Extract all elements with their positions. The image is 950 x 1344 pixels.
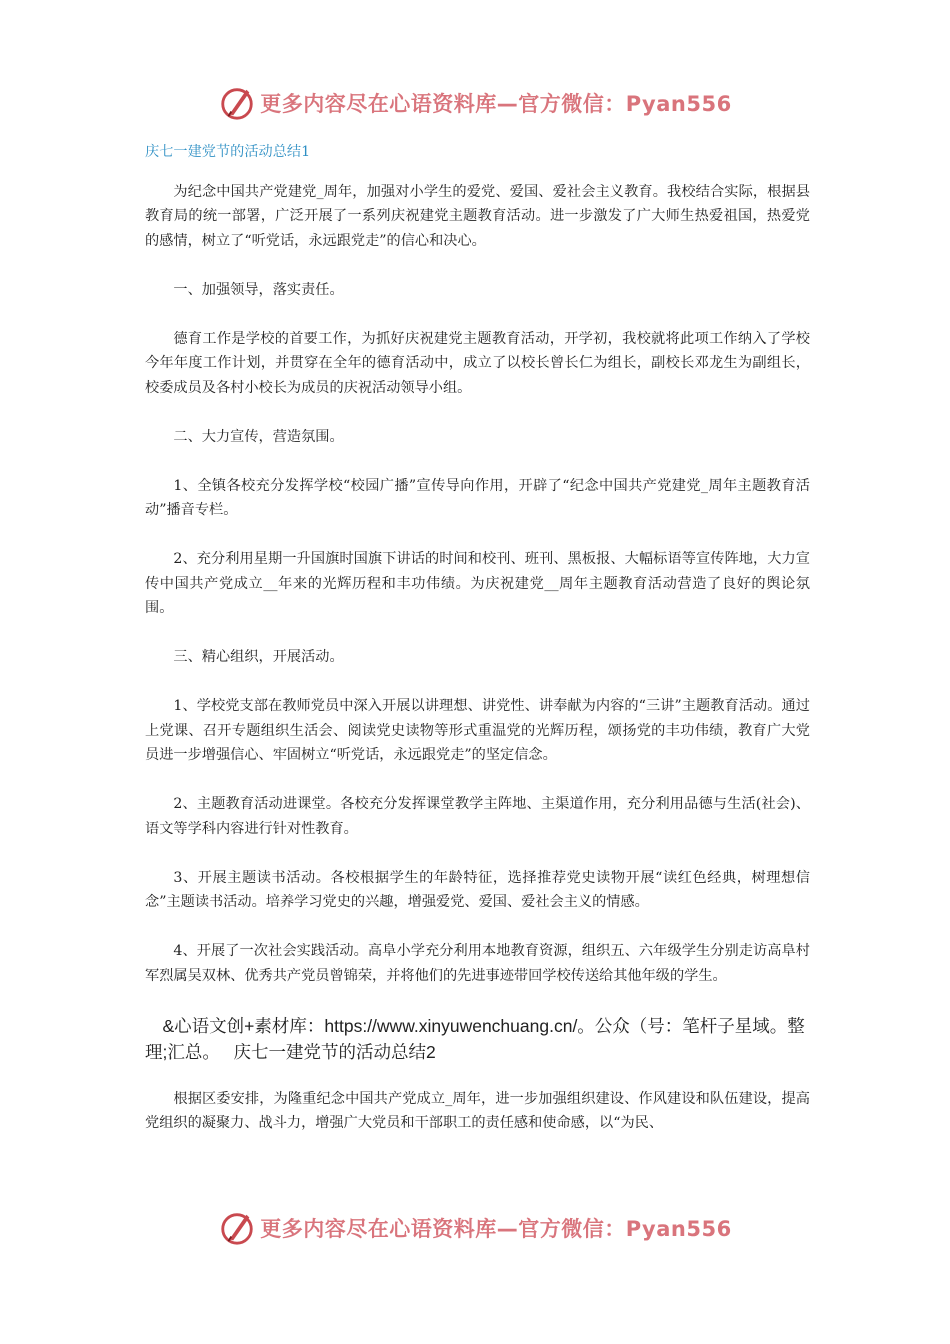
paragraph: 2、充分利用星期一升国旗时国旗下讲话的时间和校刊、班刊、黑板报、大幅标语等宣传阵地，大力宣传中国共产党成立__年来的光辉历程和丰功伟绩。为庆祝建党__周年主题教育活动营造了良好的舆论氛围。 (145, 551, 810, 616)
paragraph: 根据区委安排，为隆重纪念中国共产党成立_周年，进一步加强组织建设、作风建设和队伍建设，提高党组织的凝聚力、战斗力，增强广大党员和干部职工的责任感和使命感，以“为民、 (145, 1090, 810, 1131)
section-heading: 二、大力宣传，营造氛围。 (173, 428, 344, 445)
paragraph: 3、开展主题读书活动。各校根据学生的年龄特征，选择推荐党史读物开展“读红色经典，树理想信念”主题读书活动。培养学习党史的兴趣，增强爱党、爱国、爱社会主义的情感。 (145, 869, 810, 910)
section-title-1: 庆七一建党节的活动总结1 (145, 144, 311, 160)
footer-banner (0, 1208, 950, 1248)
quill-pen-icon (218, 84, 256, 122)
paragraph: 2、主题教育活动进课堂。各校充分发挥课堂教学主阵地、主渠道作用，充分利用品德与生活(社会)、语文等学科内容进行针对性教育。 (145, 796, 810, 837)
promo-line: &心语文创+素材库：https://www.xinyuwenchuang.cn/。公众（号：笔杆子星域。整理;汇总。 庆七一建党节的活动总结2 (145, 1015, 805, 1062)
paragraph: 4、开展了一次社会实践活动。高阜小学充分利用本地教育资源，组织五、六年级学生分别走访高阜村军烈属吴双林、优秀共产党员曾锦荣，并将他们的先进事迹带回学校传送给其他年级的学生。 (145, 943, 810, 984)
section-heading: 一、加强领导，落实责任。 (173, 281, 344, 298)
paragraph: 德育工作是学校的首要工作，为抓好庆祝建党主题教育活动，开学初，我校就将此项工作纳入了学校今年年度工作计划，并贯穿在全年的德育活动中，成立了以校长曾长仁为组长，副校长邓龙生为副组长，校委成员及各村小校长为成员的庆祝活动领导小组。 (145, 330, 810, 396)
section-heading: 三、精心组织，开展活动。 (173, 649, 344, 665)
quill-pen-icon (218, 1209, 256, 1247)
header-banner (0, 83, 950, 123)
banner-text: 更多内容尽在心语资料库—官方微信：Pyan556 (260, 1217, 732, 1241)
document-body (145, 140, 810, 1160)
paragraph: 为纪念中国共产党建党_周年，加强对小学生的爱党、爱国、爱社会主义教育。我校结合实际，根据县教育局的统一部署，广泛开展了一系列庆祝建党主题教育活动。进一步激发了广大师生热爱祖国，热爱党的感情，树立了“听党话，永远跟党走”的信心和决心。 (145, 183, 810, 249)
paragraph: 1、学校党支部在教师党员中深入开展以讲理想、讲党性、讲奉献为内容的“三讲”主题教育活动。通过上党课、召开专题组织生活会、阅读党史读物等形式重温党的光辉历程，颂扬党的丰功伟绩，教育广大党员进一步增强信心、牢固树立“听党话，永远跟党走”的坚定信念。 (145, 698, 810, 763)
banner-text: 更多内容尽在心语资料库—官方微信：Pyan556 (260, 92, 732, 116)
paragraph: 1、全镇各校充分发挥学校“校园广播”宣传导向作用，开辟了“纪念中国共产党建党_周年主题教育活动”播音专栏。 (145, 477, 810, 518)
